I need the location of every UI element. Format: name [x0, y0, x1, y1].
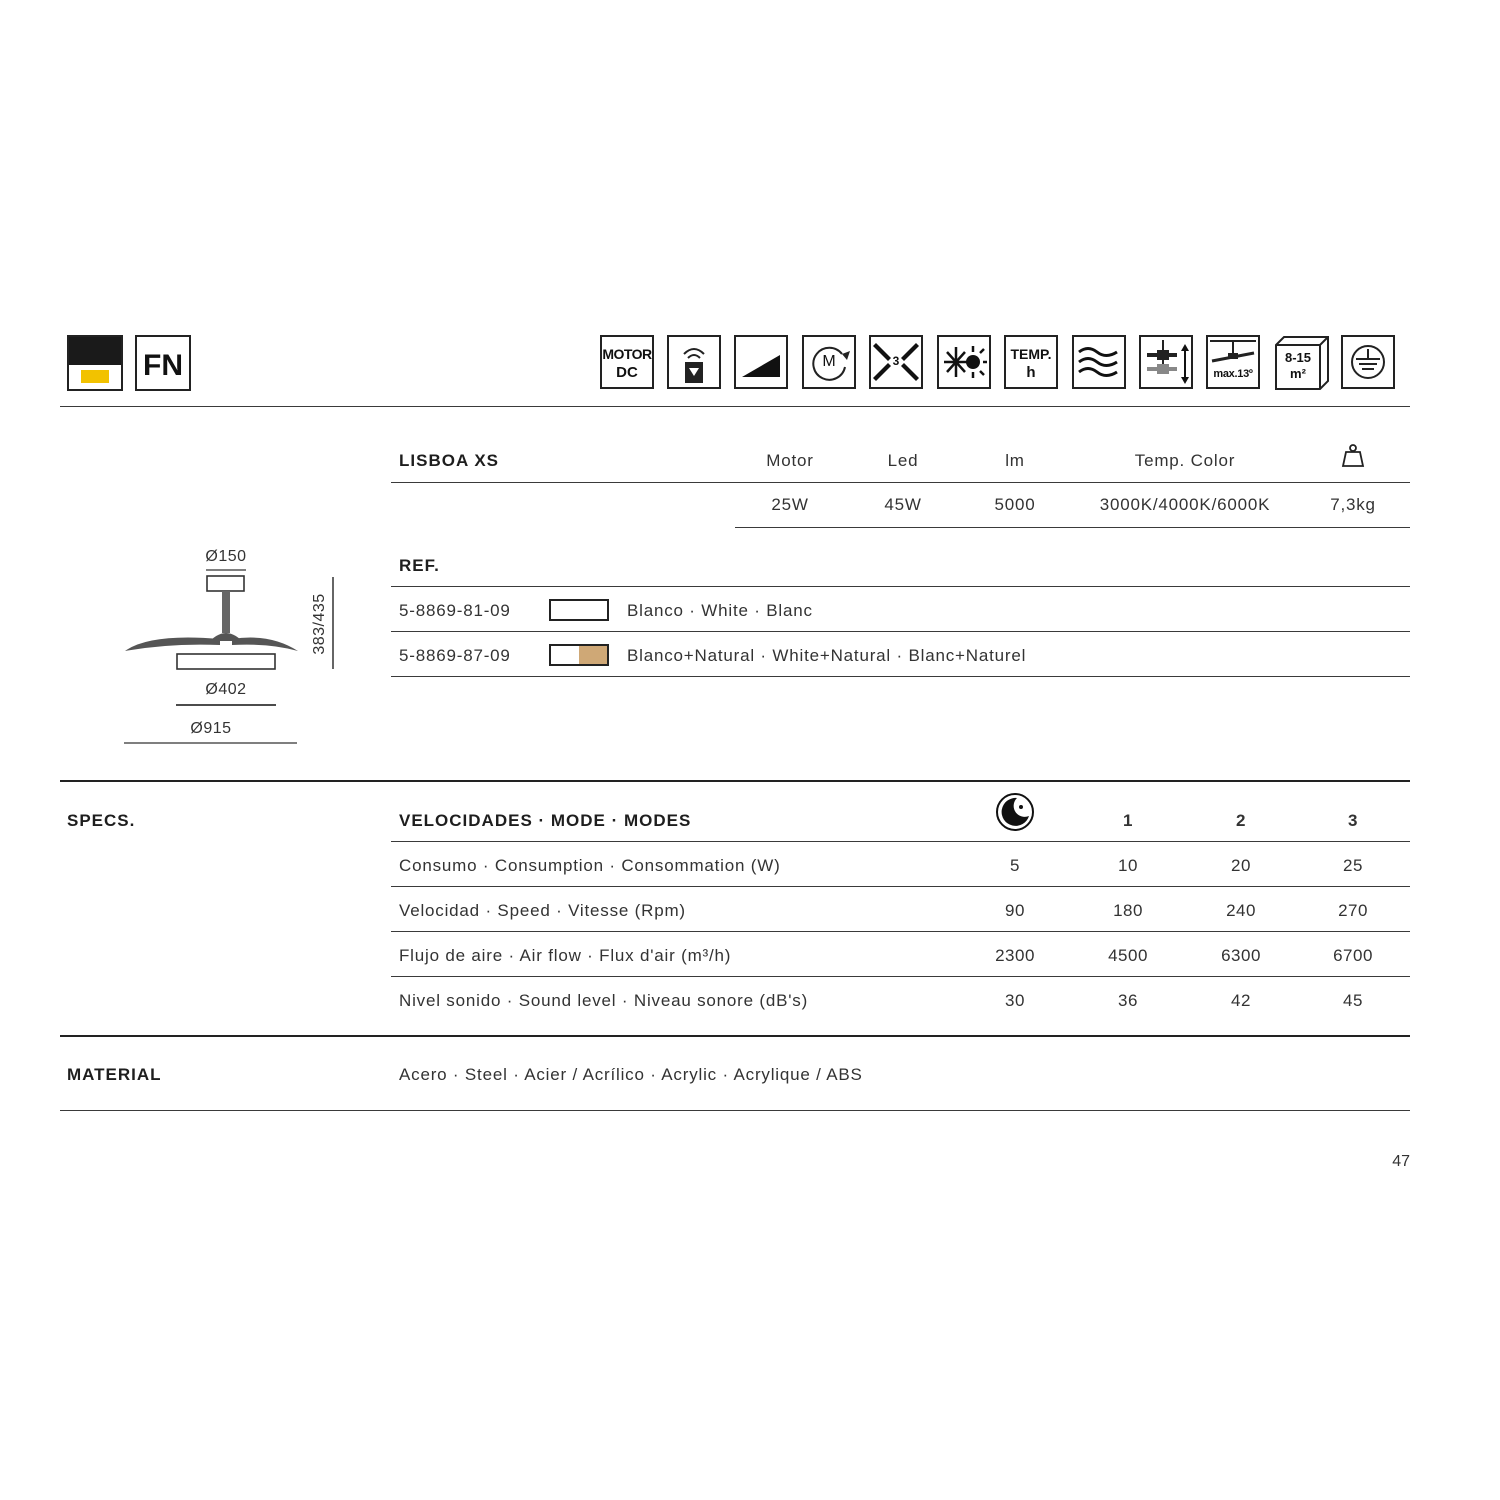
- motor-dc-icon: [600, 335, 654, 389]
- spec-value: 45: [1343, 991, 1363, 1010]
- spec-value: 42: [1231, 991, 1251, 1010]
- room-size-line2: m²: [1290, 366, 1306, 381]
- swatch-white: [549, 599, 609, 621]
- lm-value: 5000: [994, 495, 1036, 514]
- fn-label: FN: [143, 349, 183, 382]
- diameter-mid: Ø402: [205, 681, 247, 698]
- ref-code-1: 5-8869-81-09: [399, 601, 511, 620]
- timer-icon: [1004, 335, 1058, 389]
- room-size-line1: 8-15: [1284, 350, 1312, 365]
- product-values-rule: [735, 527, 1410, 528]
- ref-rule-0: [391, 586, 1410, 587]
- specs-title: SPECS.: [67, 811, 136, 830]
- spec-value: 10: [1118, 856, 1138, 875]
- spec-value: 36: [1118, 991, 1138, 1010]
- material-value: Acero · Steel · Acier / Acrílico · Acrylic · Acrylique / ABS: [399, 1065, 863, 1084]
- ref-rule-2: [391, 676, 1410, 677]
- ref-code-2: 5-8869-87-09: [399, 646, 511, 665]
- room-size-icon: [1274, 335, 1330, 391]
- ref-rule-1: [391, 631, 1410, 632]
- spec-value: 270: [1338, 901, 1368, 920]
- spec-rule-1: [391, 886, 1410, 887]
- dimmable-icon: [734, 335, 788, 389]
- modes-label: VELOCIDADES · MODE · MODES: [399, 811, 692, 830]
- max-angle-icon: [1206, 335, 1260, 389]
- temp-value: 3000K/4000K/6000K: [1099, 495, 1271, 514]
- fn-badge: [135, 335, 191, 391]
- spec-rule-2: [391, 931, 1410, 932]
- ref-desc-2: Blanco+Natural · White+Natural · Blanc+Naturel: [627, 646, 1027, 665]
- timer-line2: h: [1026, 364, 1036, 381]
- spec-value: 25: [1343, 856, 1363, 875]
- col-lm: lm: [1005, 451, 1025, 470]
- product-header-rule: [391, 482, 1410, 483]
- height-adjust-icon: [1139, 335, 1193, 389]
- col-temp: Temp. Color: [1134, 451, 1236, 470]
- diameter-total: Ø915: [190, 720, 232, 737]
- height-dimension: 383/435: [311, 593, 328, 655]
- ref-desc-1: Blanco · White · Blanc: [627, 601, 813, 620]
- product-name: LISBOA XS: [399, 451, 499, 470]
- col-motor: Motor: [766, 451, 814, 470]
- max-angle-label: max.13º: [1213, 368, 1253, 380]
- material-bottom-rule: [60, 1110, 1410, 1111]
- spec-value: 2300: [995, 946, 1035, 965]
- remote-control-icon: [667, 335, 721, 389]
- material-title: MATERIAL: [67, 1065, 162, 1084]
- light-color-badge: [67, 335, 123, 391]
- swatch-white-natural: [549, 644, 609, 666]
- weight-icon: [1340, 443, 1366, 469]
- header-divider: [60, 406, 1410, 407]
- spec-rule-3: [391, 976, 1410, 977]
- weight-value: 7,3kg: [1330, 495, 1376, 514]
- spec-value: 5: [1010, 856, 1020, 875]
- spec-value: 30: [1005, 991, 1025, 1010]
- speed-col-3: 3: [1348, 811, 1358, 830]
- spec-label-speed: Velocidad · Speed · Vitesse (Rpm): [399, 901, 686, 920]
- summer-winter-icon: [937, 335, 991, 389]
- motor-dc-line1: MOTOR: [602, 346, 652, 362]
- spec-value: 90: [1005, 901, 1025, 920]
- reversible-3-speed-icon: [869, 335, 923, 389]
- memory-m-label: M: [822, 353, 836, 370]
- led-value: 45W: [884, 495, 922, 514]
- spec-value: 6300: [1221, 946, 1261, 965]
- spec-value: 6700: [1333, 946, 1373, 965]
- spec-label-airflow: Flujo de aire · Air flow · Flux d'air (m³/h): [399, 946, 732, 965]
- speed-3-label: 3: [892, 354, 900, 368]
- specs-top-rule: [60, 780, 1410, 782]
- speed-col-1: 1: [1123, 811, 1133, 830]
- airflow-icon: [1072, 335, 1126, 389]
- diameter-top: Ø150: [205, 548, 247, 565]
- spec-label-consumption: Consumo · Consumption · Consommation (W): [399, 856, 781, 875]
- spec-label-sound: Nivel sonido · Sound level · Niveau sonore (dB's): [399, 991, 809, 1010]
- ground-protection-icon: [1341, 335, 1395, 389]
- page-number: 47: [1392, 1153, 1410, 1170]
- spec-value: 180: [1113, 901, 1143, 920]
- specs-header-rule: [391, 841, 1410, 842]
- spec-value: 20: [1231, 856, 1251, 875]
- fan-dimension-drawing: [110, 545, 360, 755]
- col-led: Led: [887, 451, 919, 470]
- motor-value: 25W: [771, 495, 809, 514]
- spec-value: 4500: [1108, 946, 1148, 965]
- timer-line1: TEMP.: [1010, 346, 1052, 362]
- ref-title: REF.: [399, 556, 440, 575]
- spec-value: 240: [1226, 901, 1256, 920]
- material-top-rule: [60, 1035, 1410, 1037]
- night-mode-icon: [995, 792, 1035, 832]
- memory-function-icon: [802, 335, 856, 389]
- speed-col-2: 2: [1236, 811, 1246, 830]
- motor-dc-line2: DC: [616, 364, 638, 381]
